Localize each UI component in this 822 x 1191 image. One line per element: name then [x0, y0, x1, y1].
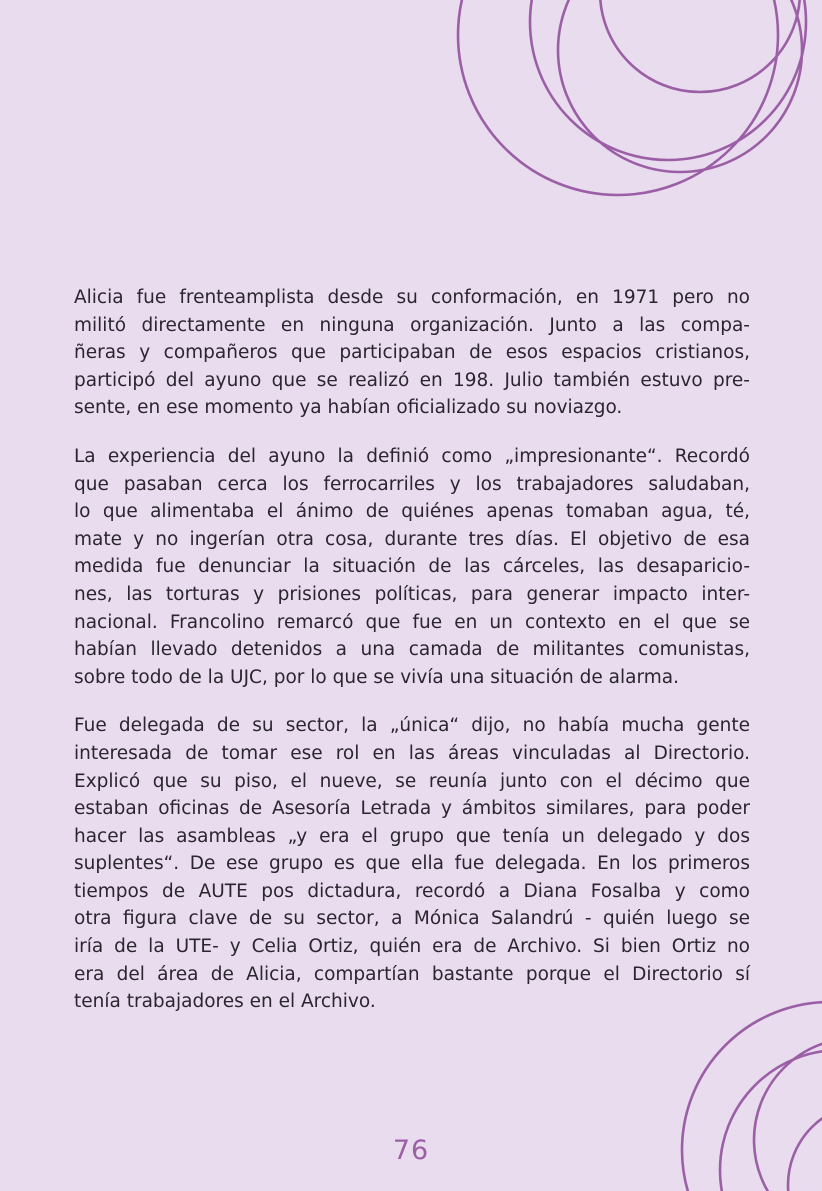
text-line: lo que alimentaba el ánimo de quiénes apenas tomaban agua, té,: [74, 501, 750, 523]
text-line: participó del ayuno que se realizó en 198. Julio también estuvo pre-: [74, 369, 750, 391]
text-line: que pasaban cerca los ferrocarriles y los trabajadores saludaban,: [74, 473, 750, 495]
text-line: militó directamente en ninguna organización. Junto a las compa-: [74, 314, 750, 336]
text-line: medida fue denunciar la situación de las cárceles, las desaparicio-: [74, 556, 750, 578]
paragraph: [74, 712, 750, 1016]
text-line: sobre todo de la UJC, por lo que se vivía una situación de alarma.: [74, 666, 679, 688]
text-line: La experiencia del ayuno la definió como „impresionante“. Recordó: [74, 445, 750, 467]
text-line: iría de la UTE- y Celia Ortiz, quién era de Archivo. Si bien Ortiz no: [74, 936, 750, 958]
text-line: otra figura clave de su sector, a Mónica Salandrú - quién luego se: [74, 908, 750, 930]
text-line: era del área de Alicia, compartían bastante porque el Directorio sí: [74, 963, 750, 985]
paragraph: [74, 443, 750, 691]
text-line: Fue delegada de su sector, la „única“ dijo, no había mucha gente: [74, 715, 750, 737]
text-line: estaban oficinas de Asesoría Letrada y ámbitos similares, para poder: [74, 798, 750, 820]
text-line: interesada de tomar ese rol en las áreas vinculadas al Directorio.: [74, 742, 750, 764]
page-number: 76: [392, 1135, 430, 1166]
body-text: [74, 284, 750, 1037]
text-line: nacional. Francolino remarcó que fue en un contexto en el que se: [74, 611, 750, 633]
text-line: ñeras y compañeros que participaban de esos espacios cristianos,: [74, 342, 750, 364]
text-line: suplentes“. De ese grupo es que ella fue delegada. En los primeros: [74, 853, 750, 875]
text-line: Explicó que su piso, el nueve, se reunía junto con el décimo que: [74, 770, 750, 792]
text-line: tenía trabajadores en el Archivo.: [74, 991, 376, 1013]
text-line: sente, en ese momento ya habían oficializado su noviazgo.: [74, 397, 623, 419]
text-line: nes, las torturas y prisiones políticas, para generar impacto inter-: [74, 583, 750, 605]
text-line: Alicia fue frenteamplista desde su conformación, en 1971 pero no: [74, 287, 750, 308]
text-line: mate y no ingerían otra cosa, durante tres días. El objetivo de esa: [74, 528, 750, 550]
top-right-circles-icon: [458, 0, 806, 195]
text-line: hacer las asambleas „y era el grupo que tenía un delegado y dos: [74, 825, 750, 847]
paragraph: [74, 284, 750, 422]
text-line: tiempos de AUTE pos dictadura, recordó a Diana Fosalba y como: [74, 880, 750, 902]
text-line: habían llevado detenidos a una camada de militantes comunistas,: [74, 639, 750, 661]
